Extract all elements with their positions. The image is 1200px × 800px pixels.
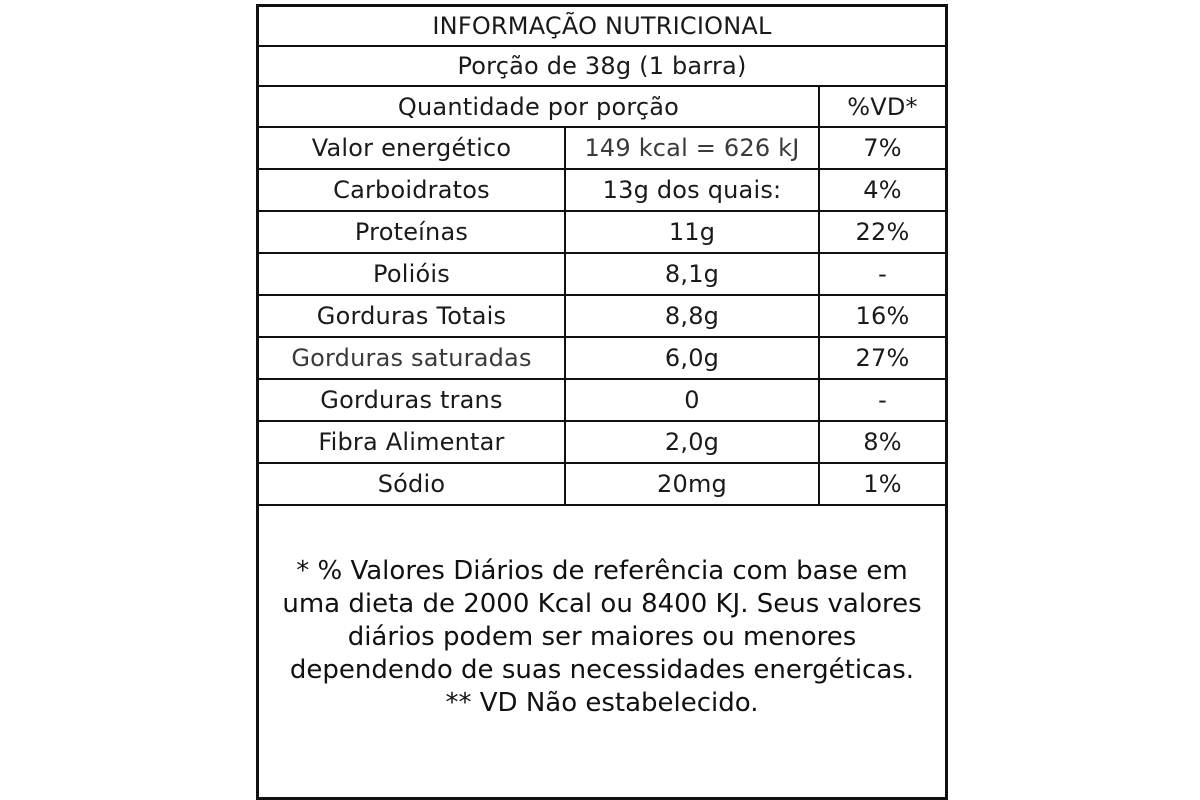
dv-header: %VD*	[819, 86, 945, 127]
nutrient-dv: 7%	[819, 127, 945, 169]
table-row	[259, 463, 945, 505]
footnote	[259, 555, 945, 720]
nutrient-name: Gorduras trans	[259, 379, 565, 421]
table-row	[259, 421, 945, 463]
table-row	[259, 295, 945, 337]
nutrient-name: Valor energético	[259, 127, 565, 169]
table-row	[259, 337, 945, 379]
nutrient-amount: 0	[565, 379, 819, 421]
nutrient-amount: 2,0g	[565, 421, 819, 463]
nutrient-name: Carboidratos	[259, 169, 565, 211]
table-row	[259, 127, 945, 169]
nutrient-dv: -	[819, 253, 945, 295]
footnote-line: diários podem ser maiores ou menores	[347, 622, 857, 652]
nutrient-name: Gorduras Totais	[259, 295, 565, 337]
nutrient-amount: 6,0g	[565, 337, 819, 379]
nutrient-dv: 22%	[819, 211, 945, 253]
table-row	[259, 379, 945, 421]
nutrient-dv: 4%	[819, 169, 945, 211]
nutrient-name: Sódio	[259, 463, 565, 505]
footnote-line: * % Valores Diários de referência com base em	[296, 556, 908, 586]
table-row	[259, 169, 945, 211]
nutrient-name: Gorduras saturadas	[259, 337, 565, 379]
footnote-line: uma dieta de 2000 Kcal ou 8400 KJ. Seus valores	[282, 589, 922, 619]
nutrient-amount: 8,8g	[565, 295, 819, 337]
nutrition-table	[259, 7, 945, 506]
footnote-line: ** VD Não estabelecido.	[445, 688, 759, 718]
portion-size: Porção de 38g (1 barra)	[259, 46, 945, 86]
nutrition-facts-label	[256, 4, 948, 800]
nutrient-amount: 13g dos quais:	[565, 169, 819, 211]
nutrient-dv: 27%	[819, 337, 945, 379]
nutrient-name: Polióis	[259, 253, 565, 295]
nutrient-name: Fibra Alimentar	[259, 421, 565, 463]
footnote-line: dependendo de suas necessidades energéticas.	[289, 655, 915, 685]
table-row	[259, 253, 945, 295]
table-row	[259, 211, 945, 253]
nutrient-amount: 20mg	[565, 463, 819, 505]
nutrient-dv: -	[819, 379, 945, 421]
nutrient-dv: 8%	[819, 421, 945, 463]
nutrient-dv: 1%	[819, 463, 945, 505]
nutrient-name: Proteínas	[259, 211, 565, 253]
nutrient-amount: 11g	[565, 211, 819, 253]
nutrient-dv: 16%	[819, 295, 945, 337]
quantity-header: Quantidade por porção	[259, 86, 819, 127]
nutrient-amount: 8,1g	[565, 253, 819, 295]
nutrient-amount: 149 kcal = 626 kJ	[565, 127, 819, 169]
label-title: INFORMAÇÃO NUTRICIONAL	[259, 7, 945, 46]
